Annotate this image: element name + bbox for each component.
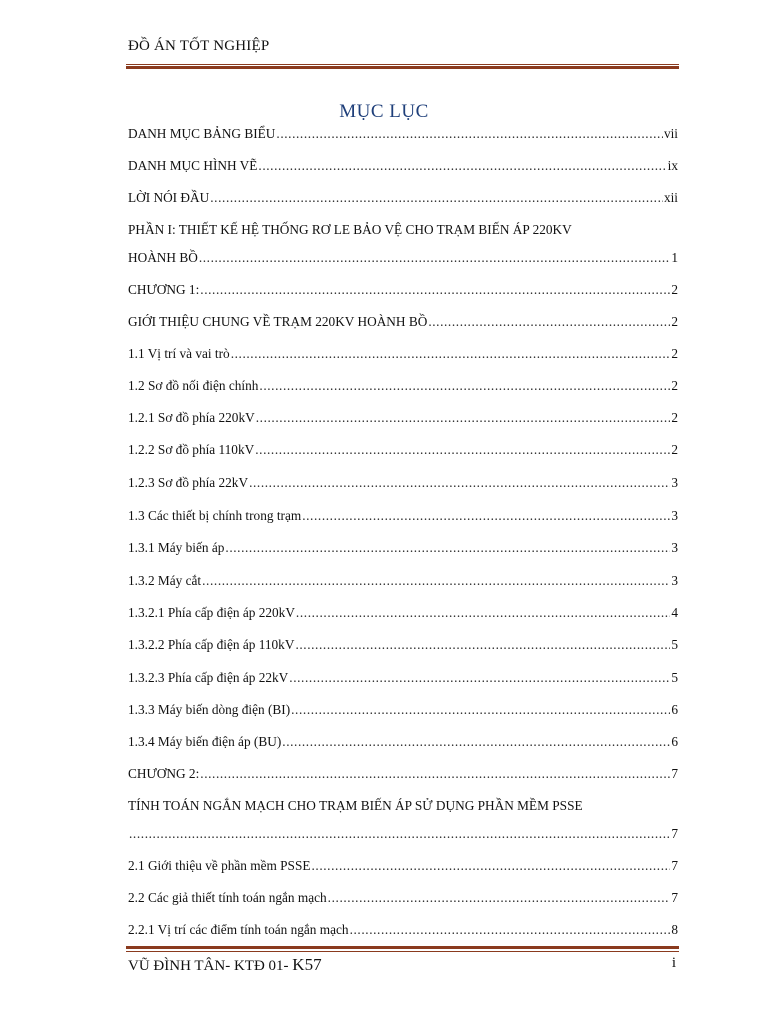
toc-leader-dots — [311, 857, 670, 875]
toc-entry-page: 2 — [671, 442, 678, 457]
toc-entry-label: 1.3.2.2 Phía cấp điện áp 110kV — [128, 637, 295, 652]
toc-entry-wrapped-label[interactable]: PHẦN I: THIẾT KẾ HỆ THỐNG RƠ LE BẢO VỆ CHO TRẠM BIẾN ÁP 220KV — [128, 222, 572, 237]
toc-entry[interactable] — [128, 636, 678, 654]
toc-entry[interactable] — [128, 733, 678, 751]
toc-entry[interactable] — [128, 921, 678, 939]
footer-rule-thick — [126, 946, 679, 949]
toc-entry-page: 6 — [671, 734, 678, 749]
toc-leader-dots — [129, 825, 670, 843]
toc-leader-dots — [350, 921, 671, 939]
toc-entry-page: 2 — [671, 346, 678, 361]
toc-leader-dots — [428, 313, 670, 331]
toc-leader-dots — [259, 377, 670, 395]
toc-entry-page: 3 — [671, 475, 678, 490]
toc-leader-dots — [328, 889, 671, 907]
toc-entry-page: 5 — [671, 637, 678, 652]
toc-entry-page: 5 — [671, 670, 678, 685]
toc-entry[interactable] — [128, 157, 678, 175]
toc-entry[interactable] — [128, 765, 678, 783]
toc-entry-page: 7 — [671, 826, 678, 841]
toc-entry-page: vii — [663, 126, 678, 141]
toc-leader-dots — [202, 572, 670, 590]
toc-leader-dots — [291, 701, 670, 719]
toc-entry[interactable] — [128, 313, 678, 331]
toc-entry-label: HOÀNH BỒ — [128, 250, 198, 265]
toc-entry[interactable] — [128, 857, 678, 875]
toc-leader-dots — [276, 125, 663, 143]
toc-leader-dots — [249, 474, 670, 492]
toc-entry-label: 1.2 Sơ đồ nối điện chính — [128, 378, 259, 393]
toc-entry-page: xii — [663, 190, 678, 205]
toc-entry[interactable] — [128, 507, 678, 525]
toc-entry[interactable] — [128, 249, 678, 267]
toc-leader-dots — [296, 604, 670, 622]
toc-entry[interactable] — [128, 189, 678, 207]
toc-entry-page: 6 — [671, 702, 678, 717]
toc-leader-dots — [231, 345, 671, 363]
toc-entry-label: 2.2 Các giả thiết tính toán ngắn mạch — [128, 890, 327, 905]
toc-entry-page: ix — [667, 158, 678, 173]
toc-leader-dots — [210, 189, 663, 207]
toc-entry-page: 7 — [671, 890, 678, 905]
toc-entry[interactable] — [128, 125, 678, 143]
toc-entry-label: 1.3.2.1 Phía cấp điện áp 220kV — [128, 605, 295, 620]
toc-entry[interactable] — [128, 281, 678, 299]
toc-entry-label: GIỚI THIỆU CHUNG VỀ TRẠM 220KV HOÀNH BỒ — [128, 314, 428, 329]
toc-entry-page: 4 — [671, 605, 678, 620]
toc-entry-label: 1.3.2.3 Phía cấp điện áp 22kV — [128, 670, 289, 685]
document-header-title: ĐỒ ÁN TỐT NGHIỆP — [128, 38, 270, 54]
toc-entry-label: 1.3.2 Máy cắt — [128, 573, 202, 588]
header-rule-thin — [126, 64, 679, 65]
toc-title: MỤC LỤC — [339, 101, 429, 122]
toc-leader-dots — [302, 507, 670, 525]
toc-entry[interactable] — [128, 441, 678, 459]
toc-entry-page: 3 — [671, 540, 678, 555]
toc-entry-label: 1.2.1 Sơ đồ phía 220kV — [128, 410, 255, 425]
footer-rule-thin — [126, 951, 679, 952]
toc-entry-label: 1.1 Vị trí và vai trò — [128, 346, 230, 361]
toc-entry-label: DANH MỤC BẢNG BIỂU — [128, 126, 276, 141]
toc-leader-dots — [258, 157, 666, 175]
toc-entry-label: LỜI NÓI ĐẦU — [128, 190, 210, 205]
toc-entry-page: 2 — [671, 410, 678, 425]
footer-author-text: VŨ ĐÌNH TÂN- KTĐ 01- — [128, 958, 293, 974]
footer-page-number: i — [671, 955, 676, 971]
toc-entry[interactable] — [128, 825, 678, 843]
toc-leader-dots — [295, 636, 670, 654]
toc-leader-dots — [199, 249, 671, 267]
toc-entry-page: 7 — [671, 858, 678, 873]
toc-leader-dots — [289, 669, 670, 687]
toc-entry-label: 1.3 Các thiết bị chính trong trạm — [128, 508, 302, 523]
toc-entry[interactable] — [128, 474, 678, 492]
toc-entry[interactable] — [128, 409, 678, 427]
toc-leader-dots — [255, 441, 670, 459]
toc-entry[interactable] — [128, 539, 678, 557]
toc-entry-label: 2.1 Giới thiệu về phần mềm PSSE — [128, 858, 311, 873]
toc-leader-dots — [256, 409, 671, 427]
toc-entry[interactable] — [128, 377, 678, 395]
toc-entry[interactable] — [128, 889, 678, 907]
toc-entry-label: CHƯƠNG 2: — [128, 766, 200, 781]
toc-entry-page: 2 — [671, 378, 678, 393]
toc-entry-label: 2.2.1 Vị trí các điểm tính toán ngắn mạch — [128, 922, 349, 937]
toc-entry-label: 1.2.3 Sơ đồ phía 22kV — [128, 475, 249, 490]
toc-entry-label: CHƯƠNG 1: — [128, 282, 200, 297]
toc-entry-label: 1.3.3 Máy biến dòng điện (BI) — [128, 702, 291, 717]
toc-entry[interactable] — [128, 669, 678, 687]
toc-leader-dots — [282, 733, 670, 751]
toc-entry-page: 3 — [671, 573, 678, 588]
toc-entry-label: 1.3.1 Máy biến áp — [128, 540, 225, 555]
toc-entry-page: 8 — [671, 922, 678, 937]
toc-entry-page: 2 — [671, 314, 678, 329]
toc-entry-label: 1.2.2 Sơ đồ phía 110kV — [128, 442, 255, 457]
toc-entry[interactable] — [128, 572, 678, 590]
footer-course: K57 — [292, 955, 322, 974]
toc-entry-wrapped-label[interactable]: TÍNH TOÁN NGẮN MẠCH CHO TRẠM BIẾN ÁP SỬ DỤNG PHẦN MỀM PSSE — [128, 798, 583, 813]
toc-entry-label: 1.3.4 Máy biến điện áp (BU) — [128, 734, 282, 749]
toc-entry-page: 3 — [671, 508, 678, 523]
toc-entry-page: 2 — [671, 282, 678, 297]
toc-entry[interactable] — [128, 345, 678, 363]
toc-leader-dots — [225, 539, 670, 557]
toc-entry-page: 7 — [671, 766, 678, 781]
header-rule-thick — [126, 66, 679, 69]
toc-entry-page: 1 — [671, 250, 678, 265]
footer-author — [128, 955, 322, 975]
toc-entry[interactable] — [128, 701, 678, 719]
toc-entry-label: DANH MỤC HÌNH VẼ — [128, 158, 258, 173]
toc-entry[interactable] — [128, 604, 678, 622]
toc-leader-dots — [200, 281, 670, 299]
toc-leader-dots — [200, 765, 670, 783]
